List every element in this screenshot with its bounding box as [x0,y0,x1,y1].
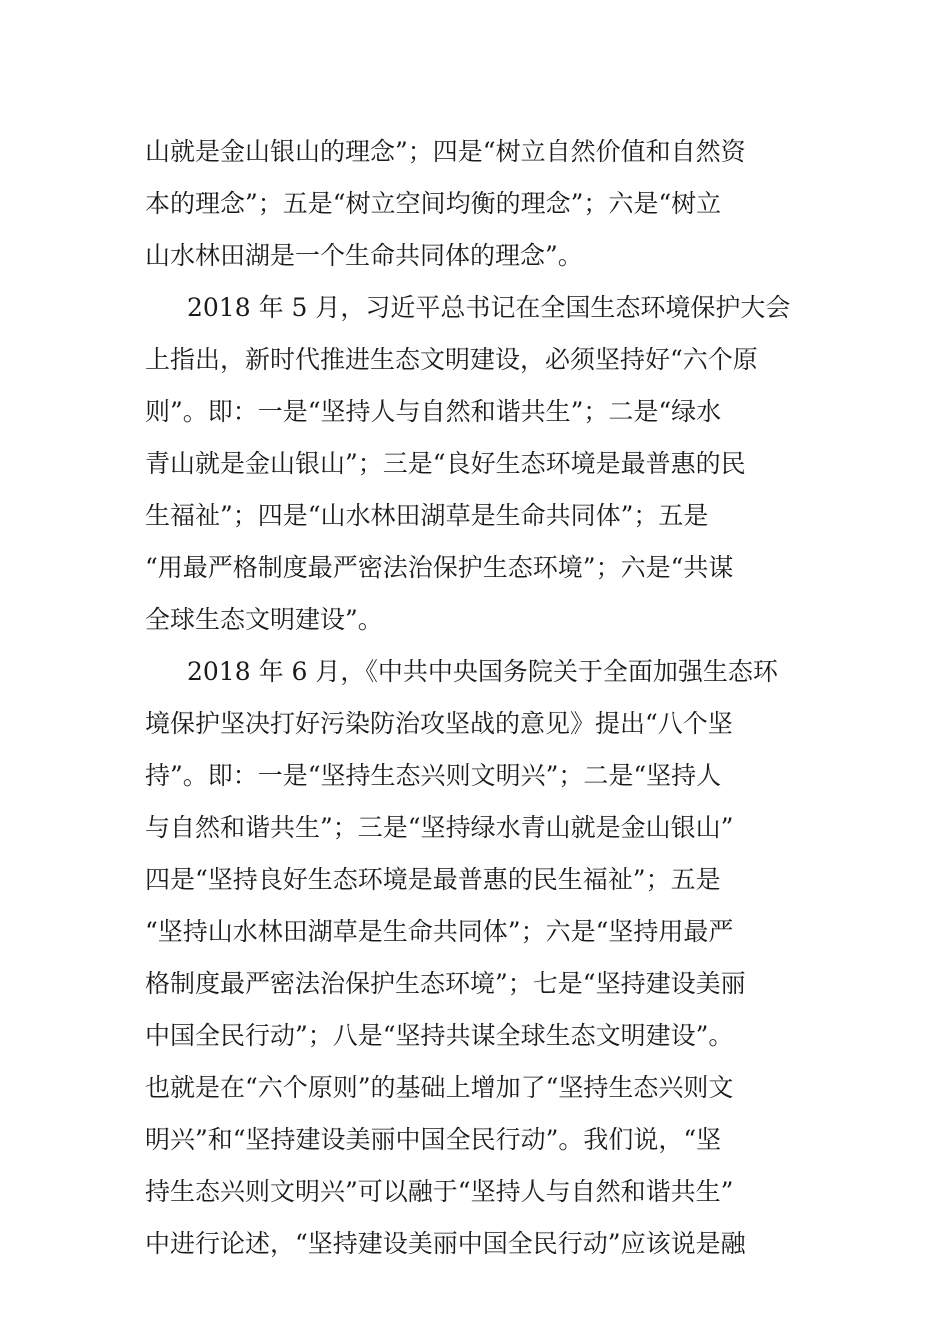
text-line: 山水林田湖是一个生命共同体的理念”。 [145,241,583,270]
text-line: 全球生态文明建设”。 [145,605,383,634]
text-line: 持生态兴则文明兴”可以融于“坚持人与自然和谐共生” [145,1177,734,1206]
text-line: 青山就是金山银山”；三是“良好生态环境是最普惠的民 [145,449,746,478]
text-line: 生福祉”；四是“山水林田湖草是生命共同体”；五是 [145,501,709,530]
text-line: 明兴”和“坚持建设美丽中国全民行动”。我们说，“坚 [145,1125,722,1154]
text-line: 中进行论述，“坚持建设美丽中国全民行动”应该说是融 [145,1229,746,1258]
text-line: 山就是金山银山的理念”；四是“树立自然价值和自然资 [145,137,746,166]
text-line: 与自然和谐共生”；三是“坚持绿水青山就是金山银山” [145,813,734,842]
text-line: 中国全民行动”；八是“坚持共谋全球生态文明建设”。 [145,1021,734,1050]
text-line: 则”。即：一是“坚持人与自然和谐共生”；二是“绿水 [145,397,722,426]
paragraph-first-line: 2018 年 6 月，《中共中央国务院关于全面加强生态环 [187,657,778,686]
text-line: 四是“坚持良好生态环境是最普惠的民生福祉”；五是 [145,865,721,894]
text-line: 上指出，新时代推进生态文明建设，必须坚持好“六个原 [145,345,758,374]
text-line: 也就是在“六个原则”的基础上增加了“坚持生态兴则文 [145,1073,734,1102]
text-line: “坚持山水林田湖草是生命共同体”；六是“坚持用最严 [145,917,734,946]
text-line: 格制度最严密法治保护生态环境”；七是“坚持建设美丽 [145,969,746,998]
paragraph-first-line: 2018 年 5 月，习近平总书记在全国生态环境保护大会 [187,293,791,322]
body-text [145,126,815,1270]
text-line: 持”。即：一是“坚持生态兴则文明兴”；二是“坚持人 [145,761,722,790]
text-line: 境保护坚决打好污染防治攻坚战的意见》提出“八个坚 [145,709,733,738]
text-line: 本的理念”；五是“树立空间均衡的理念”；六是“树立 [145,189,722,218]
text-line: “用最严格制度最严密法治保护生态环境”；六是“共谋 [145,553,734,582]
